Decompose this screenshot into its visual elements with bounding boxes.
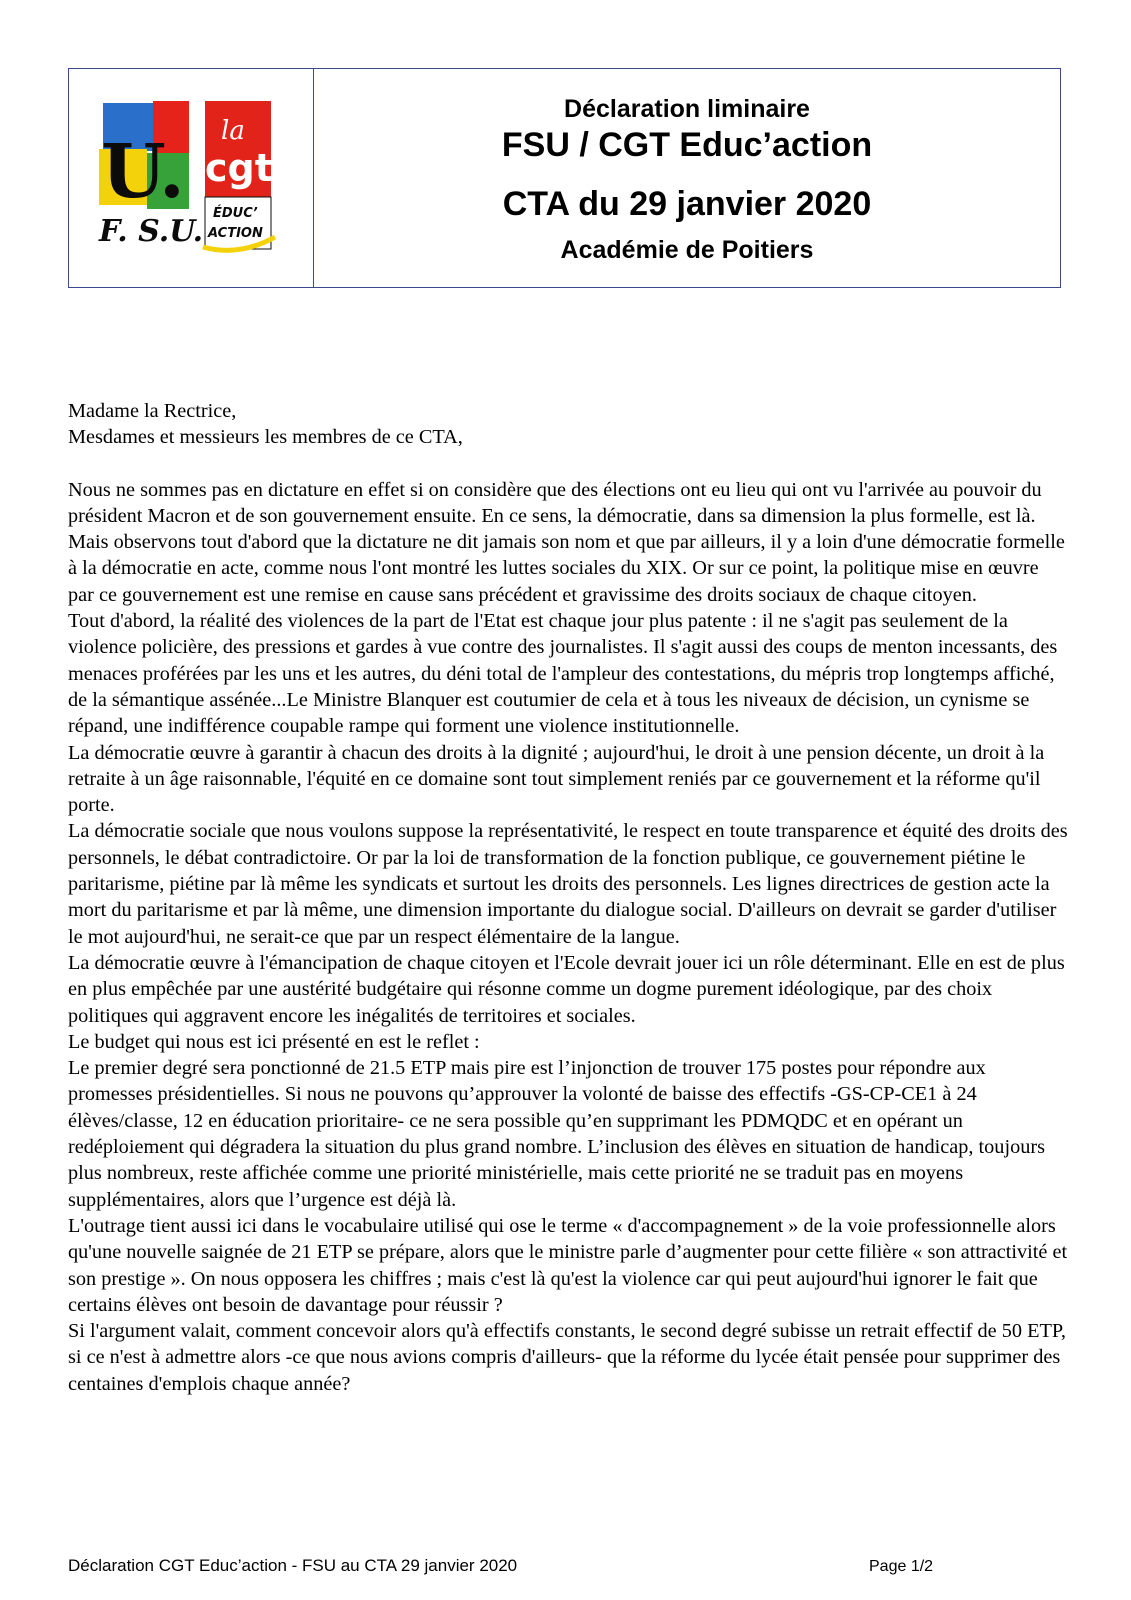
greeting-line: Madame la Rectrice,	[68, 400, 237, 422]
cgt-logo-script: la	[221, 116, 245, 146]
fsu-logo-name: F. S.U.	[99, 214, 204, 249]
paragraph: Le budget qui nous est ici présenté en est le reflet :	[68, 1030, 480, 1053]
paragraph: Nous ne sommes pas en dictature en effet si on considère que des élections ont eu lieu qui ont vu l'arrivée au pouvoir du président Macron et de son gouvernement ensuite. En ce sens, la démocratie, dans sa dimension la plus formelle, est là. Mais observons tout d'abord que la dictature ne dit jamais son nom et que par ailleurs, il y a loin d'une démocratie formelle à la démocratie en acte, comme nous l'ont montré les luttes sociales du XIX. Or sur ce point, la politique mise en œuvre par ce gouvernement est une remise en cause sans précédent et gravissime des droits sociaux de chaque citoyen.	[68, 478, 1065, 606]
cgt-logo-sub2: ACTION	[208, 226, 263, 241]
paragraph: Tout d'abord, la réalité des violences de la part de l'Etat est chaque jour plus patente : il ne s'agit pas seulement de la violence policière, des pressions et gardes à vue contre des journalistes. Il s'agit aussi des coups de menton incessants, des menaces proférées par les uns et les autres, du déni total de l'ampleur des contestations, du mépris trop longtemps affiché, de la sémantique assénée...Le Ministre Blanquer est coutumier de cela et à tous les niveaux de décision, un cynisme se répand, une indifférence coupable rampe qui forment une violence institutionnelle.	[68, 610, 1058, 738]
cgt-logo-sub1: ÉDUC’	[213, 206, 258, 221]
header-line-4: Académie de Poitiers	[560, 236, 814, 264]
logo-cell	[69, 69, 314, 287]
page-number: Page 1/2	[869, 1558, 934, 1575]
header-line-2: FSU / CGT Educ’action	[501, 126, 873, 164]
paragraph: Le premier degré sera ponctionné de 21.5 ETP mais pire est l’injonction de trouver 175 postes pour répondre aux promesses présidentielles. Si nous ne pouvons qu’approuver la volonté de baisse des effectifs -GS-CP-CE1 à 24 élèves/classe, 12 en éducation prioritaire- ce ne sera possible qu’en supprimant les PDMQDC et en opérant un redéploiement qui dégradera la situation du plus grand nombre. L’inclusion des élèves en situation de handicap, toujours plus nombreux, reste affichée comme une priorité ministérielle, mais cette priorité ne se traduit pas en moyens supplémentaires, alors que l’urgence est déjà là.	[68, 1057, 1046, 1211]
fsu-logo-letter: U.	[101, 129, 185, 215]
paragraph: L'outrage tient aussi ici dans le vocabulaire utilisé qui ose le terme « d'accompagnement » de la voie professionnelle alors qu'une nouvelle saignée de 21 ETP se prépare, alors que le ministre parle d’augmenter pour cette filière « son attractivité et son prestige ». On nous opposera les chiffres ; mais c'est là qu'est la violence car qui peut aujourd'hui ignorer le fait que certains élèves ont besoin de davantage pour réussir ?	[68, 1214, 1068, 1316]
cgt-logo	[203, 101, 275, 250]
header-title	[314, 69, 1060, 287]
paragraph: La démocratie œuvre à l'émancipation de chaque citoyen et l'Ecole devrait jouer ici un rôle déterminant. Elle en est de plus en plus empêchée par une austérité budgétaire qui résonne comme un dogme purement idéologique, par des choix politiques qui aggravent encore les inégalités de territoires et sociales.	[68, 951, 1065, 1027]
union-logos	[69, 69, 314, 286]
footer-title: Déclaration CGT Educ’action - FSU au CTA 29 janvier 2020	[68, 1556, 518, 1575]
paragraph: La démocratie sociale que nous voulons suppose la représentativité, le respect en toute transparence et équité des droits des personnels, le débat contradictoire. Or par la loi de transformation de la fonction publique, ce gouvernement piétine le paritarisme, piétine par là même les syndicats et surtout les droits des personnels. Les lignes directrices de gestion acte la mort du paritarisme et par là même, une dimension importante du dialogue social. D'ailleurs on devrait se garder d'utiliser le mot aujourd'hui, ne serait-ce que par un respect élémentaire de la langue.	[68, 820, 1068, 948]
cgt-logo-name: cgt	[205, 146, 273, 190]
header-line-1: Déclaration liminaire	[564, 95, 810, 123]
fsu-logo	[98, 101, 203, 249]
declaration-body	[68, 398, 1068, 1397]
paragraph: Si l'argument valait, comment concevoir alors qu'à effectifs constants, le second degré subisse un retrait effectif de 50 ETP, si ce n'est à admettre alors -ce que nous avions compris d'ailleurs- que la réforme du lycée était pensée pour supprimer des centaines d'emplois chaque année?	[68, 1320, 1066, 1395]
header-box	[68, 68, 1061, 288]
header-line-3: CTA du 29 janvier 2020	[502, 185, 872, 223]
greeting-line: Mesdames et messieurs les membres de ce CTA,	[68, 426, 463, 449]
paragraph: La démocratie œuvre à garantir à chacun des droits à la dignité ; aujourd'hui, le droit à une pension décente, un droit à la retraite à un âge raisonnable, l'équité en ce domaine sont tout simplement reniés par ce gouvernement et la réforme qu'il porte.	[68, 741, 1045, 817]
